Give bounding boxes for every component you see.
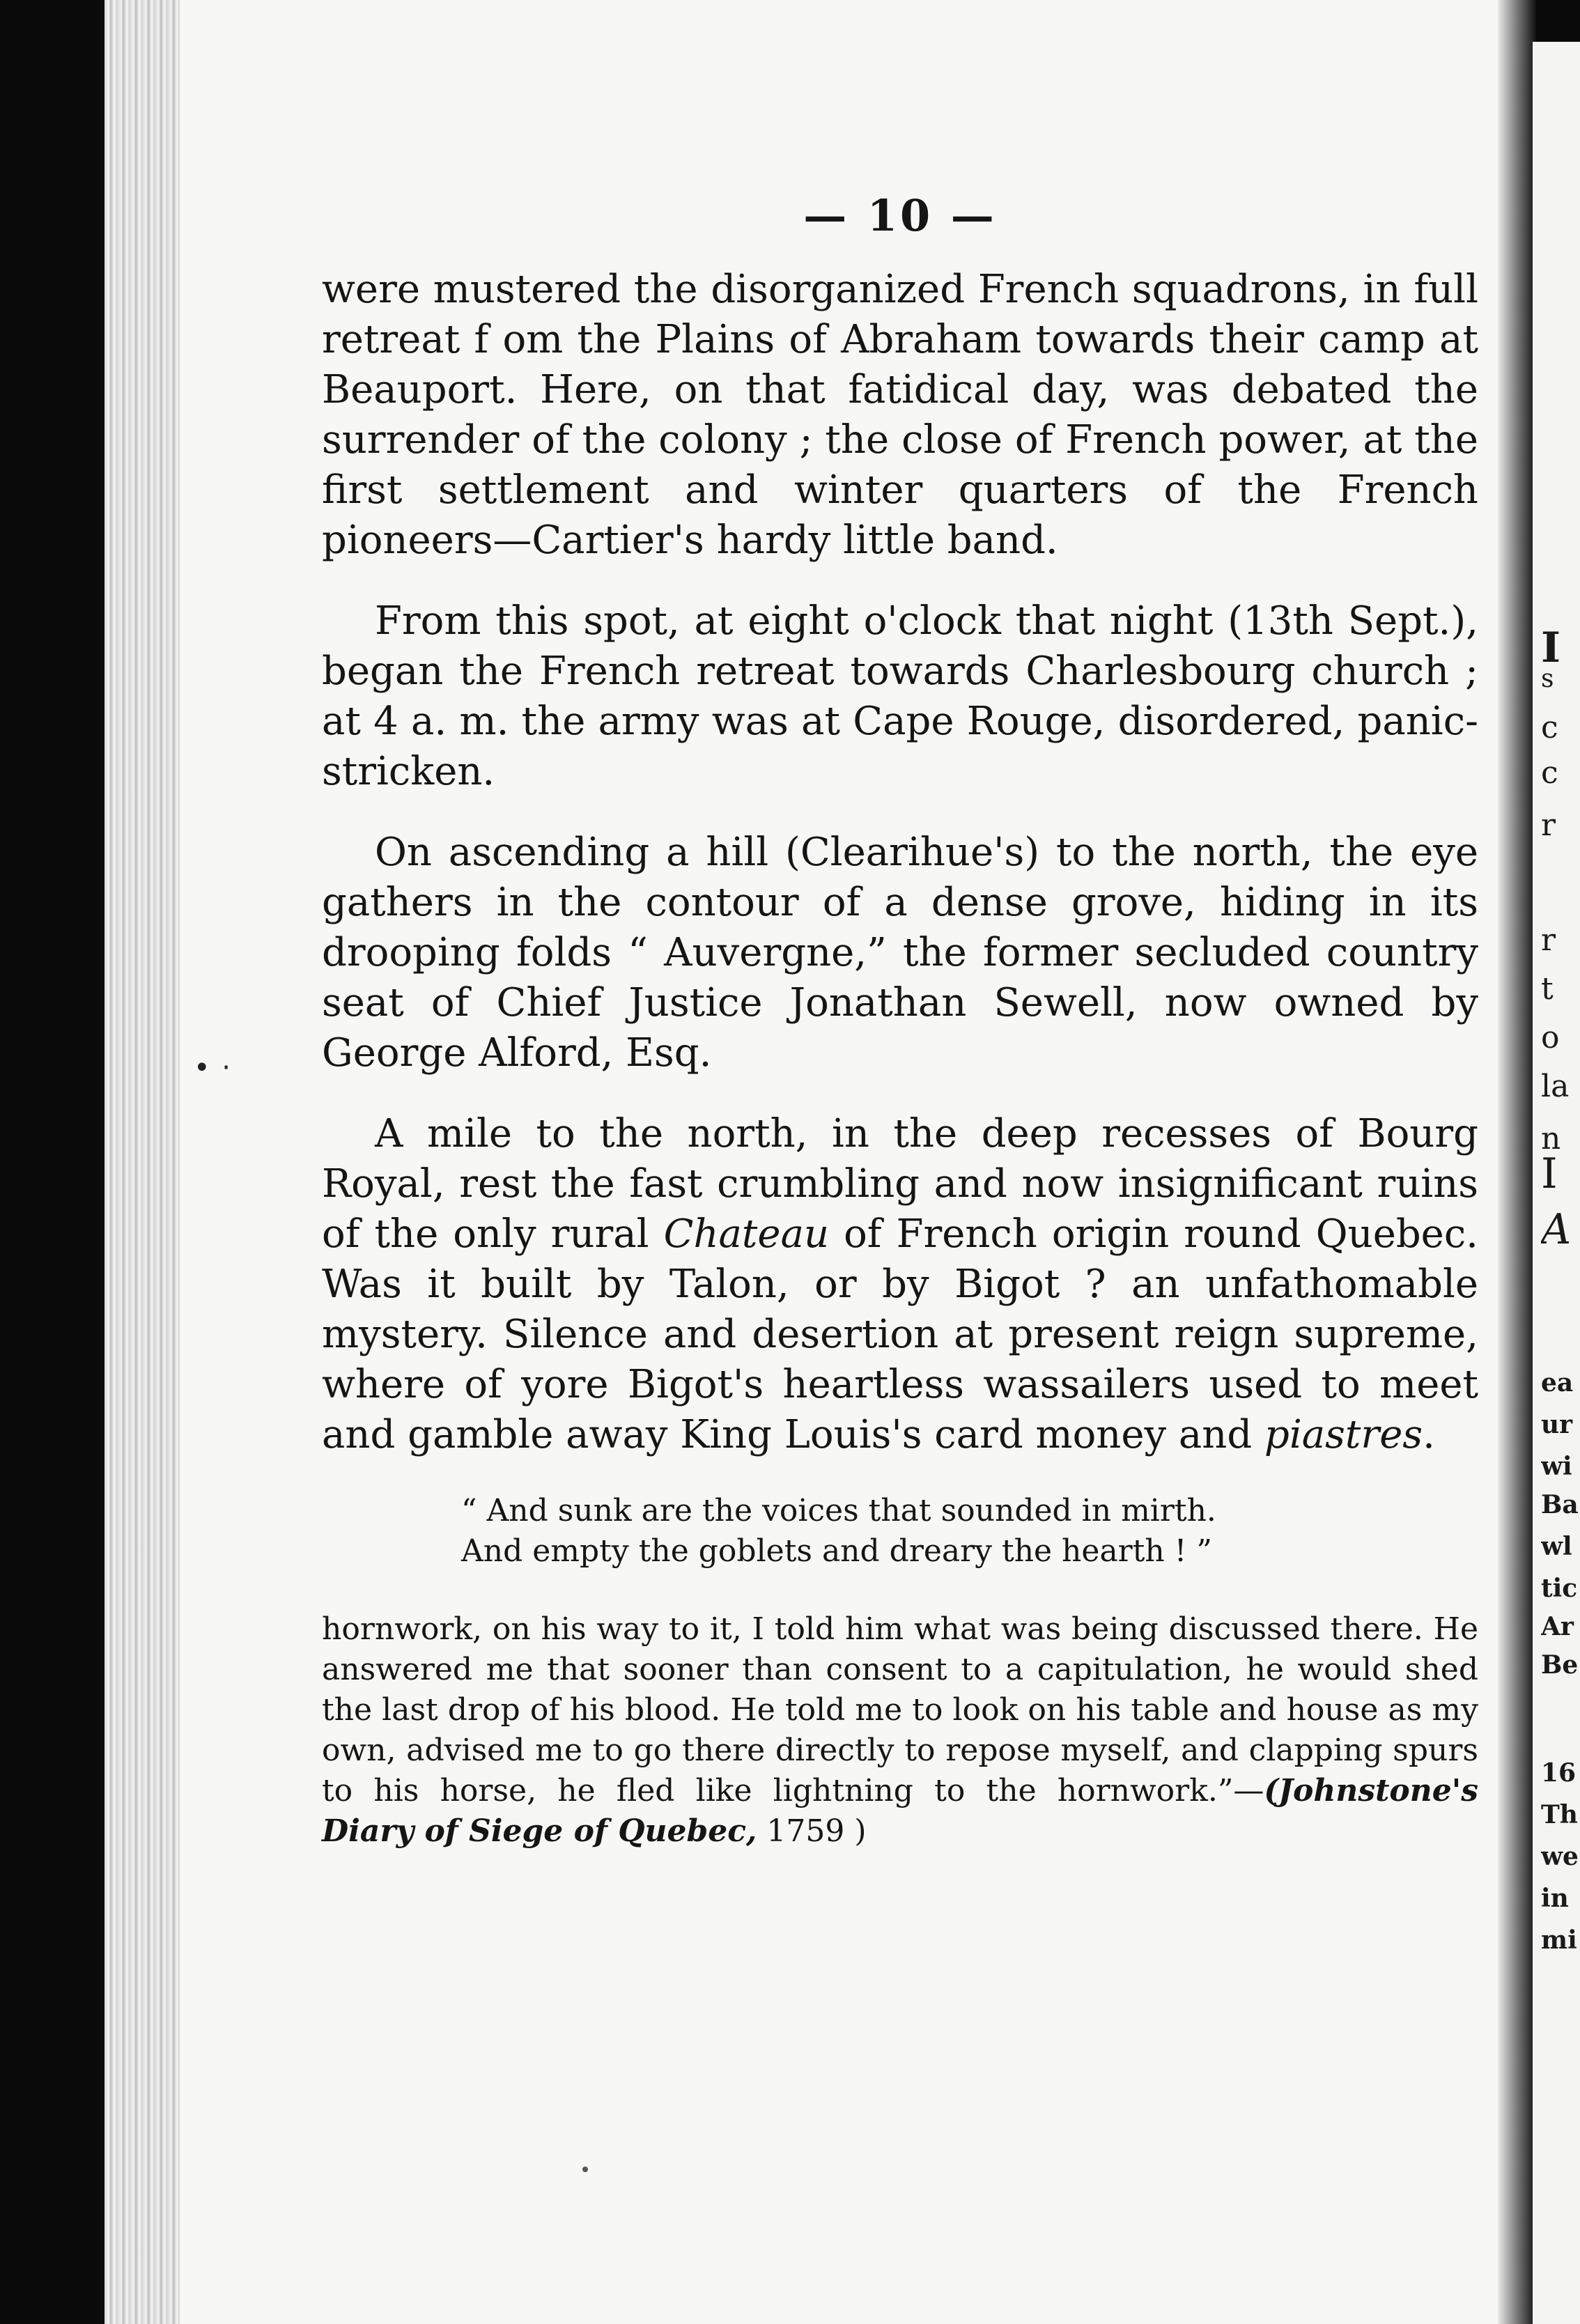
paragraph-4-text-a: A mile to the north, in the deep recesses of Bourg Royal, rest the fast crumbling and now insignificant ruins of the only rural bbox=[322, 1111, 1478, 1257]
next-page-fragment: Ba bbox=[1541, 1490, 1579, 1519]
next-page-fragment: Ar bbox=[1541, 1612, 1574, 1641]
piastres-italic: piastres bbox=[1264, 1412, 1423, 1457]
next-page-fragment: la bbox=[1541, 1069, 1570, 1104]
footnote-text: hornwork, on his way to it, I told him what was being discussed there. He answered me that sooner than consent to a capitulation, he would shed the last drop of his blood. He told me to look on his table and house as my own, advised me to go there directly to repose myself, and clapping spurs to his horse, he fled like lightning to the hornwork.”— bbox=[322, 1611, 1478, 1808]
verse-line-1: “ And sunk are the voices that sounded in mirth. bbox=[461, 1493, 1216, 1528]
footnote-citation: (Johnstone's Diary of Siege of Quebec, bbox=[322, 1773, 1478, 1849]
footnote bbox=[322, 1609, 1478, 1852]
next-page-fragment: I bbox=[1541, 623, 1561, 672]
next-page-fragment: ur bbox=[1541, 1410, 1573, 1439]
next-page-fragment: c bbox=[1541, 755, 1558, 791]
paragraph-1: were mustered the disorganized French squadrons, in full retreat f om the Plains of Abraham towards their camp at Beauport. Here, on that fatidical day, was debated the surrender of the colony ; the close of French power, at the first settlement and winter quarters of the French pioneers—Cartier's hardy little band. bbox=[322, 267, 1478, 563]
next-page-fragments bbox=[1541, 0, 1580, 2324]
stray-ink-dot bbox=[582, 2167, 588, 2172]
next-page-fragment: A bbox=[1541, 1205, 1572, 1254]
next-page-fragment: Th bbox=[1541, 1800, 1578, 1829]
footnote-year: 1759 ) bbox=[757, 1813, 867, 1849]
gutter-shadow bbox=[1498, 0, 1536, 2324]
page-text bbox=[322, 188, 1478, 1852]
margin-mark: • · bbox=[194, 1052, 233, 1084]
next-page-fragment: t bbox=[1541, 971, 1554, 1007]
next-page-fragment: r bbox=[1541, 807, 1556, 843]
stacked-page-edges bbox=[104, 0, 181, 2324]
next-page-fragment: r bbox=[1541, 922, 1556, 958]
next-page-fragment: I bbox=[1541, 1149, 1558, 1198]
next-page-fragment: c bbox=[1541, 710, 1558, 745]
next-page-fragment: 16 bbox=[1541, 1758, 1577, 1788]
paragraph-4 bbox=[322, 1109, 1478, 1460]
next-page-fragment: in bbox=[1541, 1884, 1569, 1913]
next-page-fragment: Be bbox=[1541, 1650, 1579, 1680]
paragraph-3: On ascending a hill (Clearihue's) to the north, the eye gathers in the contour of a dense grove, hiding in its drooping folds “ Auvergne,” the former secluded country seat of Chief Justice Jonathan Sewell, now owned by George Alford, Esq. bbox=[322, 830, 1478, 1076]
next-page-fragment: tic bbox=[1541, 1574, 1578, 1603]
next-page-fragment: s bbox=[1541, 665, 1554, 693]
next-page-fragment: wi bbox=[1541, 1452, 1572, 1481]
next-page-fragment: we bbox=[1541, 1842, 1579, 1871]
verse-line-2: And empty the goblets and dreary the hearth ! ” bbox=[461, 1533, 1212, 1569]
chateau-italic: Chateau bbox=[663, 1211, 830, 1257]
next-page-fragment: n bbox=[1541, 1121, 1561, 1156]
verse-quote bbox=[322, 1491, 1478, 1572]
paragraph-4-text-b: of French origin round Quebec. Was it built by Talon, or by Bigot ? an unfathomable mystery. Silence and desertion at present reign supreme, where of yore Bigot's heartless wassailers used to meet and gamble away King Louis's card money and bbox=[322, 1211, 1478, 1457]
paragraph-4-end: . bbox=[1423, 1412, 1435, 1457]
next-page-fragment: mi bbox=[1541, 1926, 1577, 1955]
page-number: — 10 — bbox=[803, 190, 997, 241]
next-page-fragment: ea bbox=[1541, 1368, 1574, 1397]
next-page-fragment: wl bbox=[1541, 1532, 1572, 1561]
next-page-fragment: o bbox=[1541, 1020, 1560, 1055]
paragraph-2: From this spot, at eight o'clock that night (13th Sept.), began the French retreat towards Charlesbourg church ; at 4 a. m. the army was at Cape Rouge, disordered, panic-stricken. bbox=[322, 598, 1478, 794]
